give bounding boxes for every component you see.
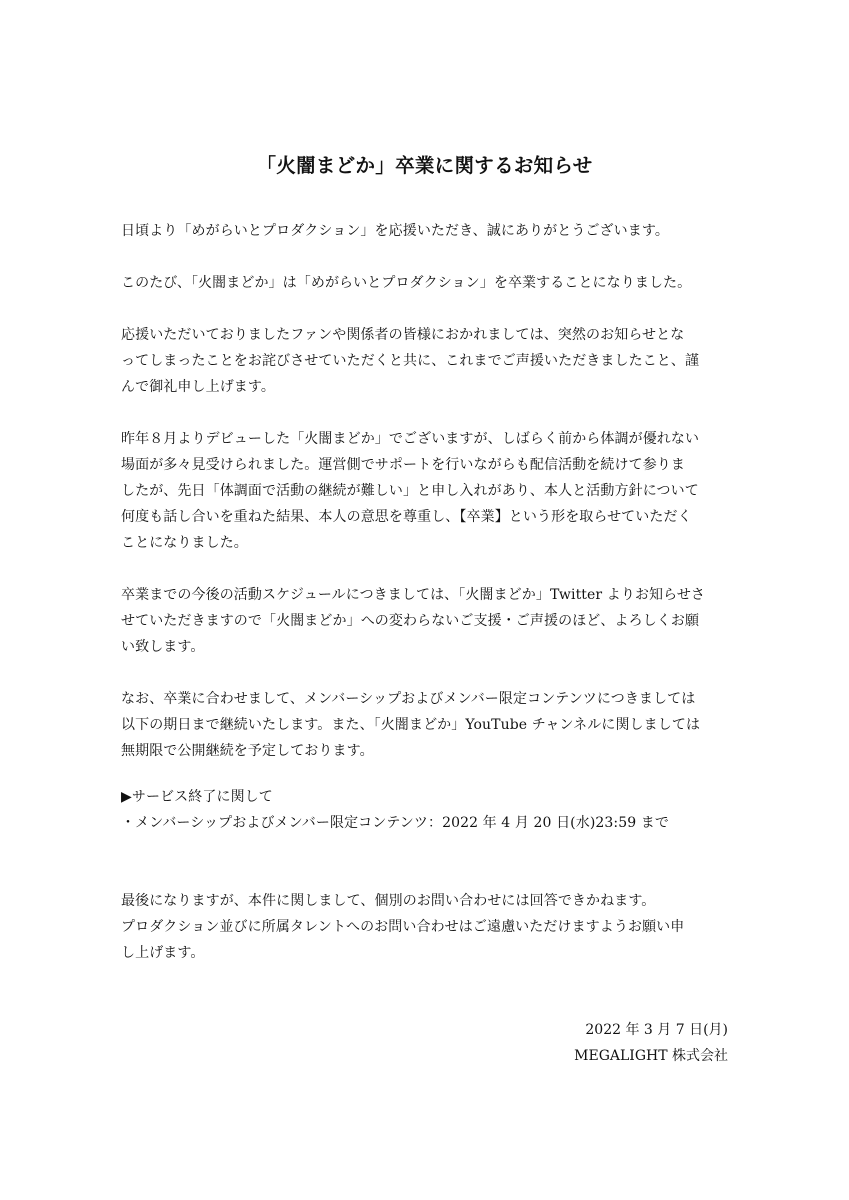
- paragraph-line: 以下の期日まで継続いたします。また、「火闇まどか」YouTube チャンネルに関しましては: [121, 717, 701, 733]
- reason-paragraph: [121, 426, 741, 556]
- schedule-paragraph: [121, 582, 741, 660]
- paragraph-line: したが、先日「体調面で活動の継続が難しい」と申し入れがあり、本人と活動方針について: [121, 483, 699, 499]
- greeting-paragraph: [121, 218, 741, 244]
- paragraph-line: ってしまったことをお詫びさせていただくと共に、これまでご声援いただきましたこと、謹: [121, 353, 700, 369]
- paragraph-line: 昨年８月よりデビューした「火闇まどか」でございますが、しばらく前から体調が優れない: [121, 431, 700, 447]
- paragraph-line: い致します。: [121, 639, 205, 655]
- service-end-section: [121, 784, 741, 836]
- paragraph-line: ことになりました。: [121, 535, 248, 551]
- membership-paragraph: [121, 686, 741, 764]
- inquiry-paragraph: [121, 888, 741, 966]
- paragraph-line: プロダクション並びに所属タレントへのお問い合わせはご遠慮いただけますようお願い申: [121, 919, 685, 935]
- paragraph-line: 何度も話し合いを重ねた結果、本人の意思を尊重し、【卒業】という形を取らせていただく: [121, 509, 692, 525]
- paragraph-line: 卒業までの今後の活動スケジュールにつきましては、「火闇まどか」Twitter よりお知らせさ: [121, 587, 706, 603]
- paragraph-line: 応援いただいておりましたファンや関係者の皆様におかれましては、突然のお知らせとな: [121, 327, 685, 343]
- paragraph-line: このたび、「火闇まどか」は「めがらいとプロダクション」を卒業することになりました。: [121, 275, 692, 291]
- paragraph-line: なお、卒業に合わせまして、メンバーシップおよびメンバー限定コンテンツにつきましては: [121, 691, 696, 707]
- paragraph-line: 日頃より「めがらいとプロダクション」を応援いただき、誠にありがとうございます。: [121, 223, 669, 239]
- service-end-heading: ▶サービス終了に関して: [121, 789, 273, 805]
- paragraph-line: 最後になりますが、本件に関しまして、個別のお問い合わせには回答できかねます。: [121, 893, 656, 909]
- paragraph-line: せていただきますので「火闇まどか」への変わらないご支援・ご声援のほど、よろしくお願: [121, 613, 700, 629]
- paragraph-line: 無期限で公開継続を予定しております。: [121, 743, 374, 759]
- apology-paragraph: [121, 322, 741, 400]
- issue-date: 2022 年 3 月 7 日(月): [585, 1022, 728, 1038]
- paragraph-line: んで御礼申し上げます。: [121, 379, 275, 395]
- service-end-item: ・メンバーシップおよびメンバー限定コンテンツ：2022 年 4 月 20 日(水)23:59 まで: [121, 815, 669, 831]
- company-name: MEGALIGHT 株式会社: [574, 1048, 728, 1064]
- notice-title: 「火闇まどか」卒業に関するお知らせ: [256, 154, 593, 177]
- paragraph-line: 場面が多々見受けられました。運営側でサポートを行いながらも配信活動を続けて参りま: [121, 457, 685, 473]
- graduation-announcement-paragraph: [121, 270, 741, 296]
- paragraph-line: し上げます。: [121, 945, 205, 961]
